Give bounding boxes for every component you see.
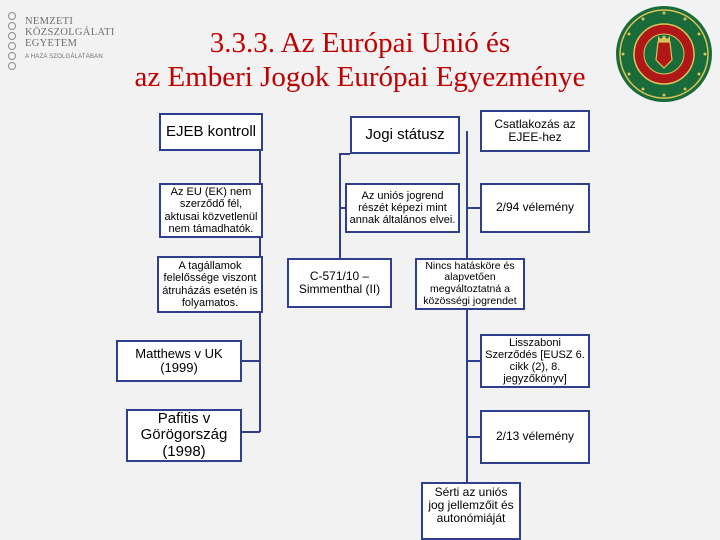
col2-item-1-text: Az uniós jogrend részét képezi mint annak általános elvei. [349, 189, 456, 227]
logo-line-1: NEMZETI [25, 16, 74, 27]
col2-item-2-text: C-571/10 – Simmenthal (II) [298, 268, 381, 296]
col3-item-1-text: 2/94 vélemény [495, 200, 575, 215]
col2-item-1-box [345, 183, 460, 233]
col2-item-2-box [287, 258, 392, 308]
col1-header-box [159, 113, 263, 151]
logo-line-2: KÖZSZOLGÁLATI [25, 27, 115, 38]
logo-line-3: EGYETEM [25, 38, 78, 49]
col3-item-4-box [480, 410, 590, 464]
col1-item-3-text: Matthews v UK (1999) [135, 345, 223, 375]
col1-item-1-text: Az EU (EK) nem szerződő fél, aktusai közvetlenül nem támadhatók. [164, 186, 258, 235]
title-line-2: az Emberi Jogok Európai Egyezménye [134, 61, 586, 93]
logo-subtitle: A HAZA SZOLGÁLATÁBAN [25, 54, 103, 60]
col3-item-5-box [421, 482, 521, 540]
title-line-1: 3.3.3. Az Európai Unió és [209, 27, 511, 59]
col2-header-box [350, 116, 460, 154]
col3-header-text: Csatlakozás az EJEE-hez [494, 116, 576, 144]
col1-header-text: EJEB kontroll [165, 122, 257, 140]
col1-item-1-box [159, 183, 263, 238]
col1-item-3-box [116, 340, 242, 382]
col1-item-4-text: Pafitis v Görögország (1998) [140, 409, 228, 460]
col3-item-3-text: Lisszaboni Szerződés [EUSZ 6. cikk (2), 8. jegyzőkönyv] [485, 336, 585, 386]
col3-item-2-box [415, 258, 525, 310]
col2-header-text: Jogi státusz [365, 125, 445, 143]
col3-header-box [480, 110, 590, 152]
col1-item-2-text: A tagállamok felelőssége viszont átruházás esetén is folyamatos. [162, 260, 258, 309]
col1-item-4-box [126, 409, 242, 462]
col3-item-2-text: Nincs hatásköre és alapvetően megváltoztatná a közösségi jogrendet [423, 259, 517, 307]
col3-item-4-text: 2/13 vélemény [495, 429, 575, 444]
col3-item-3-box [480, 334, 590, 388]
col3-item-1-box [480, 183, 590, 233]
col1-item-2-box [157, 256, 263, 313]
col3-item-5-text: Sérti az uniós jog jellemzőit és autonómiáját [428, 485, 514, 526]
